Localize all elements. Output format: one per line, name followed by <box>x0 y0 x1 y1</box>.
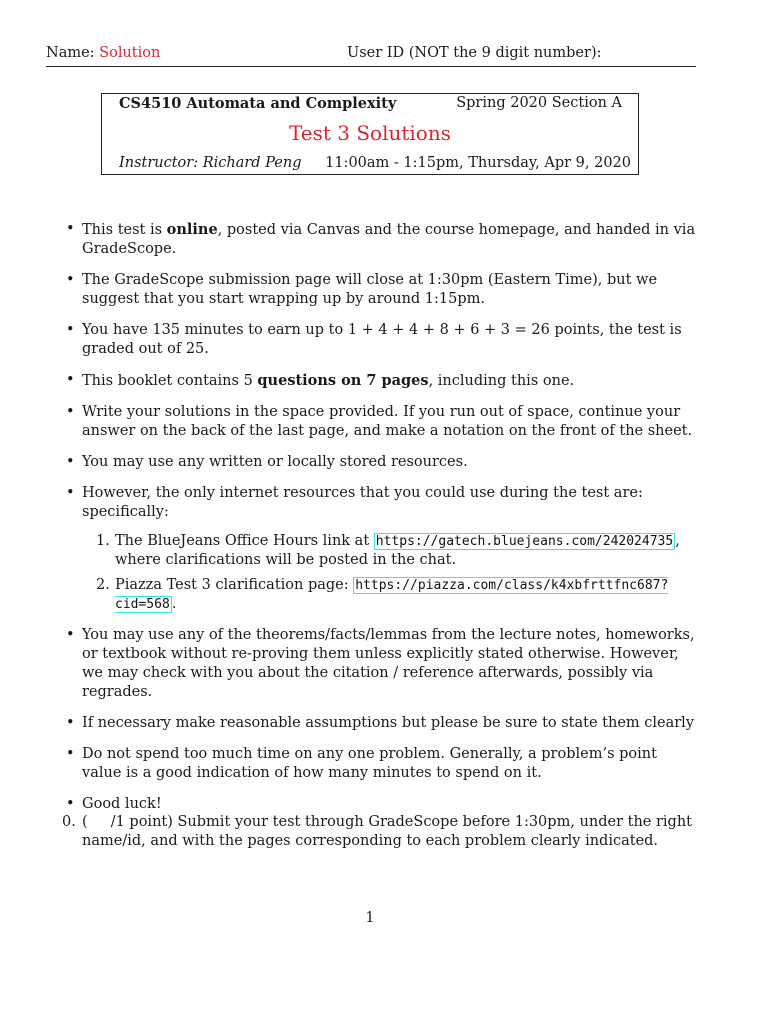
bullet-icon: • <box>66 272 75 288</box>
question-0 <box>62 813 698 851</box>
bullet-text: If necessary make reasonable assumptions but please be sure to state them clearly <box>82 715 695 731</box>
list-item <box>66 453 698 472</box>
bullet-bold-text: questions on 7 pages <box>257 372 429 389</box>
bullet-icon: • <box>66 715 75 731</box>
list-item <box>66 795 698 814</box>
bullet-icon: • <box>66 485 75 501</box>
bullet-icon: • <box>66 372 75 388</box>
item-number: 2. <box>96 577 110 593</box>
bullet-text: However, the only internet resources that you could use during the test are: specifically: <box>82 485 643 520</box>
bullet-text: Write your solutions in the space provided. If you run out of space, continue your answer on the back of the last page, and make a notation on the front of the sheet. <box>82 404 693 439</box>
page-number: 1 <box>365 910 375 926</box>
bullet-icon: • <box>66 454 75 470</box>
list-item <box>66 403 698 441</box>
bullet-icon: • <box>66 746 75 762</box>
bullet-text: Do not spend too much time on any one problem. Generally, a problem’s point value is a good indication of how many minutes to spend on it. <box>82 746 657 781</box>
course-title: CS4510 Automata and Complexity <box>119 95 397 112</box>
bullet-icon: • <box>66 322 75 338</box>
piazza-link[interactable]: https://piazza.com/class/k4xbfrttfnc687?cid=568 <box>115 578 669 612</box>
instructions-list <box>66 220 698 826</box>
bullet-icon: • <box>66 404 75 420</box>
bullet-text: , posted via Canvas and the course homepage, and handed in via GradeScope. <box>82 222 696 257</box>
name-label: Name: <box>46 45 95 61</box>
question-number: 0. <box>62 814 76 830</box>
bullet-icon: • <box>66 627 75 643</box>
term-label: Spring 2020 Section A <box>456 95 622 111</box>
name-field <box>46 45 160 61</box>
list-item <box>66 321 698 359</box>
user-id-label: User ID (NOT the 9 digit number): <box>347 45 602 61</box>
bullet-text: You may use any of the theorems/facts/lemmas from the lecture notes, homeworks, or textbook without re-proving them unless explicitly stated otherwise. However, we may check with you about the citation / reference afterwards, possibly via regrades. <box>82 627 695 700</box>
bullet-text: , including this one. <box>428 373 575 389</box>
test-time: 11:00am - 1:15pm, Thursday, Apr 9, 2020 <box>325 155 631 171</box>
item-number: 1. <box>96 533 110 549</box>
bullet-text: The GradeScope submission page will close at 1:30pm (Eastern Time), but we suggest that you start wrapping up by around 1:15pm. <box>82 272 658 307</box>
instructor-label: Instructor: Richard Peng <box>119 155 302 171</box>
bullet-text: You may use any written or locally stored resources. <box>82 454 468 470</box>
list-item <box>66 484 698 614</box>
bullet-text: Piazza Test 3 clarification page: <box>115 577 354 593</box>
bluejeans-link[interactable]: https://gatech.bluejeans.com/242024735 <box>375 534 674 549</box>
bullet-text: This test is <box>82 222 167 238</box>
question-text: ( /1 point) Submit your test through GradeScope before 1:30pm, under the right name/id, and with the pages corresponding to each problem clearly indicated. <box>82 814 697 849</box>
list-item <box>66 371 698 391</box>
list-item <box>82 532 698 570</box>
name-value: Solution <box>99 45 161 61</box>
resource-list <box>82 532 698 614</box>
bullet-text: The BlueJeans Office Hours link at <box>115 533 374 549</box>
bullet-text: You have 135 minutes to earn up to 1 + 4 + 4 + 8 + 6 + 3 = 26 points, the test is graded out of 25. <box>82 322 682 357</box>
bullet-text: . <box>171 596 177 612</box>
bullet-text: , where clarifications will be posted in the chat. <box>115 533 680 568</box>
bullet-text: Good luck! <box>82 796 162 812</box>
list-item <box>66 714 698 733</box>
list-item <box>66 626 698 702</box>
header-rule <box>46 66 696 67</box>
list-item <box>66 220 698 259</box>
bullet-icon: • <box>66 796 75 812</box>
list-item <box>66 745 698 783</box>
bullet-bold-text: online <box>166 221 218 238</box>
bullet-text: This booklet contains 5 <box>82 373 258 389</box>
test-title: Test 3 Solutions <box>288 121 451 145</box>
list-item <box>66 271 698 309</box>
bullet-icon: • <box>66 221 75 237</box>
list-item <box>82 576 698 614</box>
